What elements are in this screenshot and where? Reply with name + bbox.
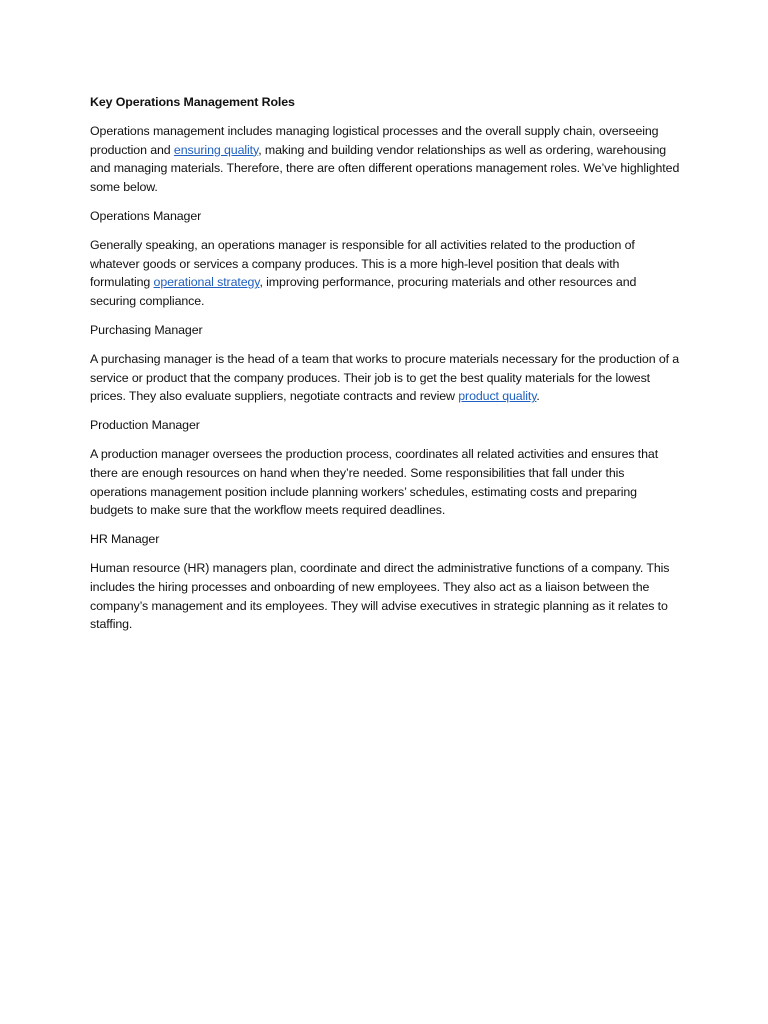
operations-manager-heading: Operations Manager — [90, 208, 202, 223]
purchasing-manager-paragraph — [90, 350, 680, 406]
production-manager-paragraph: A production manager oversees the production process, coordinates all related activities and ensures that there are enough resources on hand when they’re needed. Some responsibilities that fall under this operations management position include planning workers’ schedules, estimating costs and preparing budgets to make sure that the workflow meets required deadlines. — [90, 446, 659, 518]
document-page — [90, 93, 680, 644]
ensuring-quality-link[interactable]: ensuring quality — [173, 142, 259, 157]
intro-text-2: , making and building vendor relationships as well as ordering, warehousing and managing materials. Therefore, there are often different operations management roles. We’ve highlighted some below. — [90, 142, 680, 195]
intro-text-1: Operations management includes managing logistical processes and the overall supply chain, overseeing production and — [90, 123, 659, 157]
purchasing-manager-heading: Purchasing Manager — [90, 322, 203, 337]
document-title: Key Operations Management Roles — [90, 95, 295, 109]
intro-paragraph — [90, 122, 680, 197]
production-manager-heading: Production Manager — [90, 418, 200, 433]
purchasing-manager-text-1: A purchasing manager is the head of a team that works to procure materials necessary for the production of a service or product that the company produces. Their job is to get the best quality materials for the lowest prices. They also evaluate suppliers, negotiate contracts and review — [90, 351, 680, 404]
hr-manager-heading: HR Manager — [90, 532, 160, 547]
purchasing-manager-text-2: . — [536, 389, 540, 404]
operations-manager-paragraph — [90, 236, 680, 311]
hr-manager-paragraph: Human resource (HR) managers plan, coordinate and direct the administrative functions of a company. This includes the hiring processes and onboarding of new employees. They also act as a liaison between the company’s management and its employees. They will advise executives in strategic planning as it relates to staffing. — [90, 560, 670, 632]
operations-manager-text-1: Generally speaking, an operations manager is responsible for all activities related to the production of whatever goods or services a company produces. This is a more high-level position that deals with formulating — [90, 237, 635, 290]
product-quality-link[interactable]: product quality — [458, 389, 537, 404]
operational-strategy-link[interactable]: operational strategy — [153, 275, 260, 290]
operations-manager-text-2: , improving performance, procuring materials and other resources and securing compliance. — [90, 275, 637, 309]
